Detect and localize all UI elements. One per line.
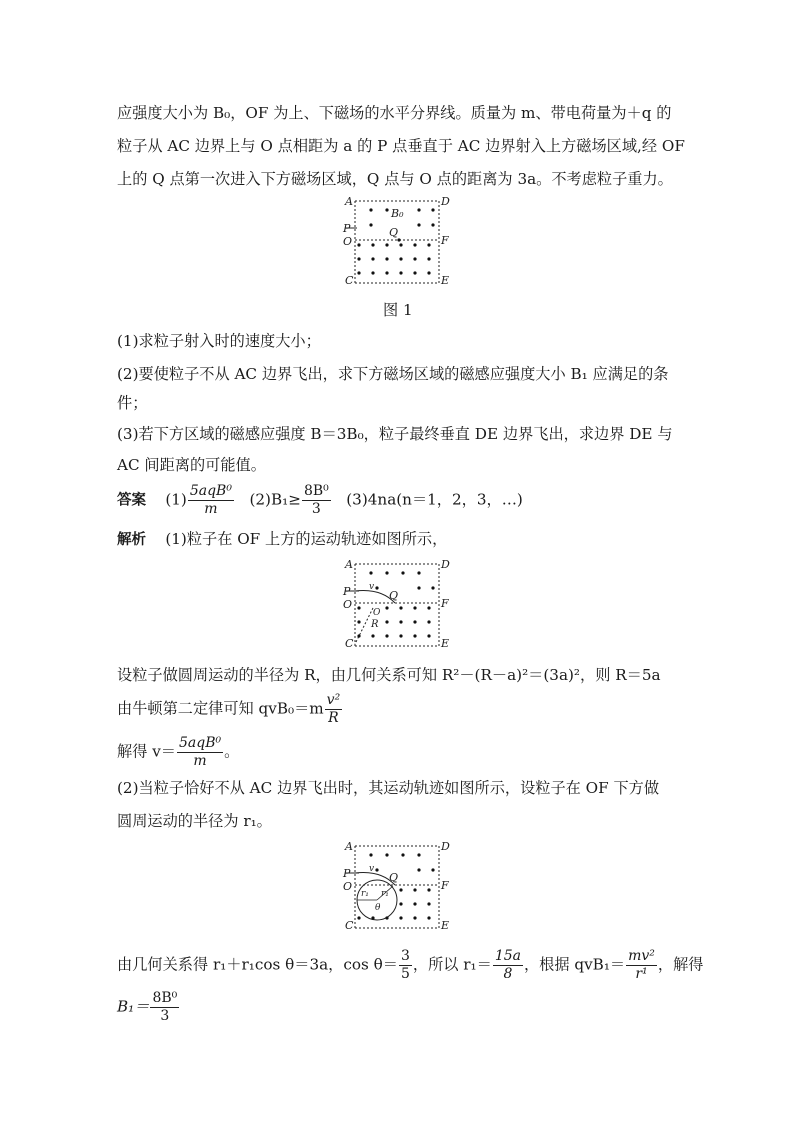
fraction-cos-theta: $\frac{3}{5}$ xyxy=(400,948,410,982)
label-a: A xyxy=(345,558,353,571)
label-e: E xyxy=(441,637,450,650)
solution-2-text-b: ，所以 r₁＝ xyxy=(412,955,492,974)
label-o: O xyxy=(343,598,353,611)
label-f: F xyxy=(441,879,449,892)
label-o: O xyxy=(343,235,353,248)
label-o1: O xyxy=(373,608,381,618)
solution-1-line-3-text: 解得 v＝ xyxy=(117,742,176,761)
label-c: C xyxy=(345,274,354,287)
solution-2-line-1: (2)当粒子恰好不从 AC 边界飞出时，其运动轨迹如图所示，设粒子在 OF 下方做 xyxy=(117,779,660,797)
figure-1-caption: 图 1 xyxy=(383,301,413,319)
solution-1-line-2-text: 由牛顿第二定律可知 qvB₀＝m xyxy=(117,699,324,718)
figure-3 xyxy=(335,838,465,934)
label-f: F xyxy=(441,234,449,247)
label-o: O xyxy=(343,880,353,893)
label-v: v xyxy=(369,582,375,592)
label-q: Q xyxy=(389,226,399,239)
question-2-line-2: 件； xyxy=(117,394,148,412)
figure-2 xyxy=(335,556,465,652)
solution-intro xyxy=(117,529,447,550)
answer-label: 答案 xyxy=(117,492,146,509)
label-p: P xyxy=(343,867,351,880)
question-2-line-1: (2)要使粒子不从 AC 边界飞出，求下方磁场区域的磁感应强度大小 B₁ 应满足的条 xyxy=(117,365,669,383)
label-r1-a: r₁ xyxy=(361,889,369,899)
answer-1-fraction: $\frac{\text{5aqB⁰}}{m}$ xyxy=(189,483,232,517)
label-q: Q xyxy=(389,871,399,884)
label-e: E xyxy=(441,274,450,287)
solution-1-intro: (1)粒子在 OF 上方的运动轨迹如图所示， xyxy=(165,530,448,548)
label-a: A xyxy=(345,195,353,208)
solution-1-line-3: 解得 v＝ $\frac{\text{5aqB⁰}}{m}$ 。 xyxy=(117,735,240,769)
fraction-mv2-over-r1: $\frac{\text{mv²}}{\text{r¹}}$ xyxy=(628,948,655,982)
label-a: A xyxy=(345,840,353,853)
solution-label: 解析 xyxy=(117,532,146,548)
label-v: v xyxy=(369,864,375,874)
answer-2-fraction: $\frac{\text{8B⁰}}{3}$ xyxy=(303,483,329,517)
figure-1 xyxy=(335,193,465,289)
fraction-b1: $\frac{\text{8B⁰}}{3}$ xyxy=(152,990,178,1024)
fraction-v2-over-r: $\frac{\text{v²}}{R}$ xyxy=(326,692,341,726)
solution-2-text-a: 由几何关系得 r₁＋r₁cos θ＝3a，cos θ＝ xyxy=(117,955,398,974)
solution-2-line-4 xyxy=(117,990,180,1025)
label-theta: θ xyxy=(375,903,381,913)
solution-2-b1-prefix: B₁＝ xyxy=(117,997,150,1016)
label-b0: B₀ xyxy=(391,207,404,220)
fraction-r1: $\frac{15a}{8}$ xyxy=(494,948,521,982)
label-d: D xyxy=(441,840,450,853)
solution-2-line-2: 圆周运动的半径为 r₁。 xyxy=(117,812,272,830)
label-c: C xyxy=(345,637,354,650)
label-q: Q xyxy=(389,589,399,602)
label-p: P xyxy=(343,222,351,235)
label-e: E xyxy=(441,919,450,932)
solution-2-text-d: ，解得 xyxy=(657,955,704,974)
question-1: (1)求粒子射入时的速度大小； xyxy=(117,332,321,350)
fraction-velocity: $\frac{\text{5aqB⁰}}{m}$ xyxy=(178,735,222,769)
question-3-line-1: (3)若下方区域的磁感应强度 B＝3B₀，粒子最终垂直 DE 边界飞出，求边界 DE 与 xyxy=(117,425,673,443)
field-dots-lower xyxy=(357,243,430,274)
answer-1-prefix: (1) xyxy=(165,490,187,509)
answer-2-prefix: (2)B₁≥ xyxy=(249,490,301,509)
solution-2-line-3 xyxy=(117,948,703,983)
solution-1-line-2 xyxy=(117,692,343,727)
question-3-line-2: AC 间距离的可能值。 xyxy=(117,456,266,474)
label-d: D xyxy=(441,558,450,571)
label-p: P xyxy=(343,585,351,598)
label-r1-b: r₁ xyxy=(381,889,389,899)
problem-line-2: 粒子从 AC 边界上与 O 点相距为 a 的 P 点垂直于 AC 边界射入上方磁场区域,经 OF xyxy=(117,137,685,155)
label-r: R xyxy=(371,619,379,630)
label-c: C xyxy=(345,919,354,932)
label-f: F xyxy=(441,597,449,610)
problem-line-3: 上的 Q 点第一次进入下方磁场区域，Q 点与 O 点的距离为 3a。不考虑粒子重力。 xyxy=(117,170,673,188)
answer-3: (3)4na(n＝1，2，3，…) xyxy=(346,490,523,509)
answer-line xyxy=(117,483,523,518)
problem-line-1: 应强度大小为 B₀，OF 为上、下磁场的水平分界线。质量为 m、带电荷量为＋q 的 xyxy=(117,104,672,122)
solution-1-line-1: 设粒子做圆周运动的半径为 R，由几何关系可知 R²－(R－a)²＝(3a)²，则 R＝5a xyxy=(117,666,661,684)
label-d: D xyxy=(441,195,450,208)
solution-2-text-c: ，根据 qvB₁＝ xyxy=(523,955,626,974)
